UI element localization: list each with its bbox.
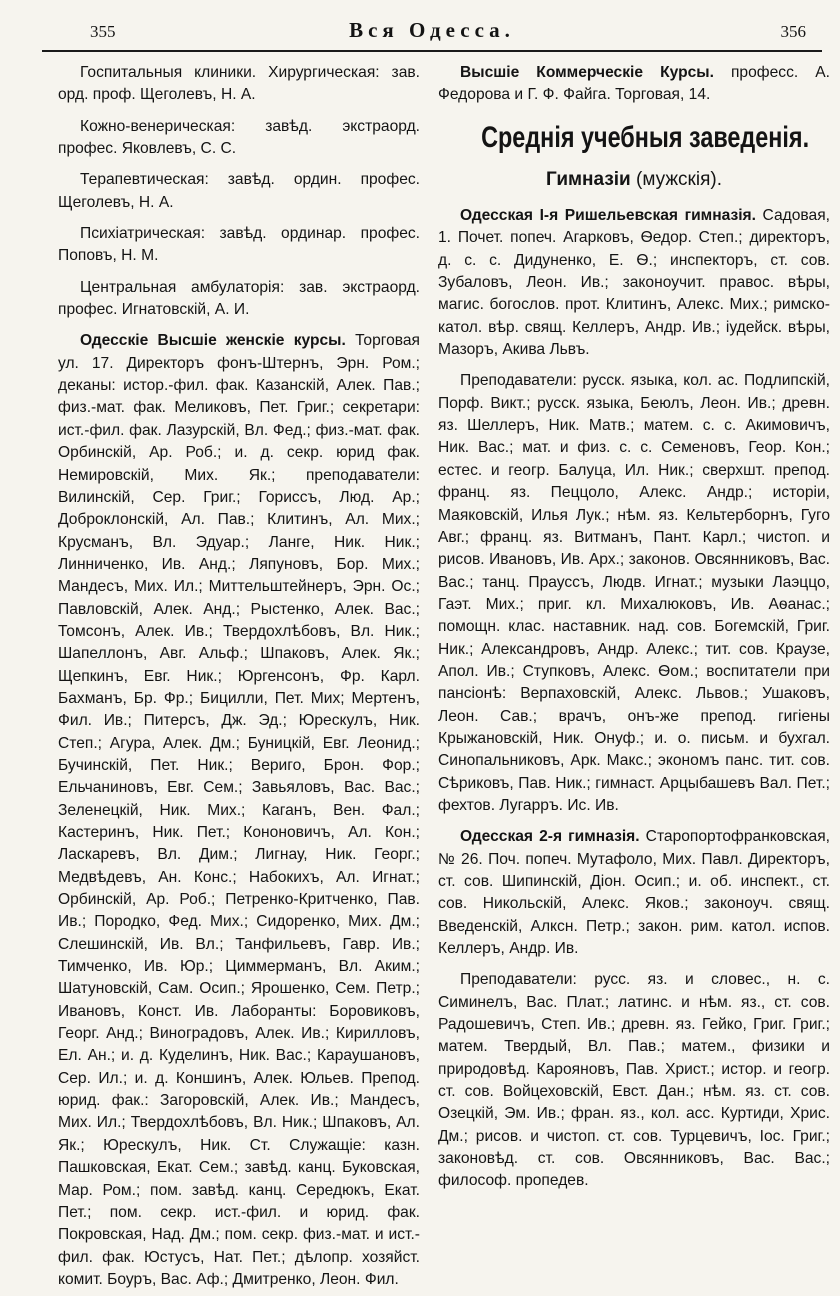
section-heading: Среднiя учебныя заведенiя.: [481, 120, 810, 154]
paragraph-psychiatry: Психiатрическая: завѣд. ординар. профес. Поповъ, Н. М.: [58, 225, 420, 265]
subsection-heading: [438, 169, 830, 191]
paragraph-hospital-clinics: Госпитальныя клиники. Хирургическая: зав. орд. проф. Щеголевъ, Н. А.: [58, 64, 420, 104]
subsection-heading-rest: (мужскiя).: [630, 168, 722, 190]
paragraph-therapy: Терапевтическая: завѣд. ордин. профес. Щеголевъ, Н. А.: [58, 171, 420, 211]
page-number-left: 355: [90, 22, 116, 41]
subsection-heading-bold: Гимназiи: [546, 168, 631, 190]
paragraph-commercial-courses: [438, 62, 830, 107]
paragraph-dermatology: Кожно-венерическая: завѣд. экстраорд. профес. Яковлевъ, С. С.: [58, 117, 420, 158]
paragraph-gymnasium-1: [438, 205, 830, 361]
gymnasium-1-title: Одесская I-я Ришельевская гимназiя.: [460, 207, 756, 225]
paragraph-gymnasium-2: [438, 826, 830, 960]
paragraph-gymnasium-1-teachers: Преподаватели: русск. языка, кол. ас. Подлипскiй, Порф. Викт.; русск. языка, Беюлъ, Леон. Ив.; древн. яз. Шеллеръ, Ник. Матв.; матем. с. с. Акимовичъ, Ник. Вас.; мат. и физ. с. с. Семеновъ, Геор. Кон.; естес. и геогр. Балуца, Ил. Ник.; сверхшт. препод. франц. яз. Пеццоло, Алекс. Андр.; исторiи, Маяковскiй, Илья Лук.; нѣм. яз. Кельтерборнъ, Гуго Авг.; франц. яз. Витманъ, Пант. Карл.; чистоп. и рисов. Ивановъ, Ив. Арх.; законов. Овсянниковъ, Вас. Вас.; танц. Праусcъ, Людв. Игнат.; музыки Лаэццо, Гаэт. Мих.; приг. кл. Михалюковъ, Ив. Аѳанас.; помощн. клас. наставник. над. сов. Богемскiй, Григ. Ник.; Александровъ, Андр. Алекс.; тит. сов. Краузе, Апол. Ив.; Ступковъ, Алекс. Ѳом.; воспитатели при пансiонѣ: Верпаховскiй, Алекс. Львов.; Ушаковъ, Леон. Сав.; врачъ, онъ-же препод. гигiены Крыжановскiй, Ник. Онуф.; и. о. письм. и бухгал. Синопальниковъ, Арк. Макс.; экономъ панс. тит. сов. Сѣриковъ, Пав. Ник.; гимнаст. Арцыбашевъ Вал. Пет.; фехтов. Лугарръ. Ис. Ив.: [438, 372, 830, 814]
commercial-courses-text: професс. А. Федорова и Г. Ф. Файга. Торговая, 14.: [438, 64, 830, 104]
womens-courses-title: Одесскiе Высшiе женскiе курсы.: [80, 332, 346, 350]
right-column: [438, 62, 830, 1288]
womens-courses-text: Торговая ул. 17. Директоръ фонъ-Штернъ, Эрн. Ром.; деканы: истор.-фил. фак. Казанскiй, Алек. Пав.; физ.-мат. фак. Меликовъ, Пет. Григ.; секретари: ист.-фил. фак. Лазурскiй, Вл. Фед.; физ.-мат. фак. Орбинскiй, Ар. Роб.; и. д. секр. юрид фак. Немировскiй, Мих. Як.; преподаватели: Вилинскiй, Сер. Григ.; Гориссъ, Люд. Ар.; Доброклонскiй, Ал. Пав.; Клитинъ, Ал. Мих.; Крусманъ, Вл. Эдуар.; Ланге, Ник. Ник.; Линниченко, Ив. Анд.; Ляпуновъ, Бор. Мих.; Мандесъ, Мих. Ил.; Миттельштейнеръ, Эрн. Ос.; Павловскiй, Алек. Анд.; Рыстенко, Алек. Вас.; Томсонъ, Алек. Ив.; Твердохлѣбовъ, Вл. Ник.; Шапеллонъ, Авг. Альф.; Шпаковъ, Алек. Як.; Щепкинъ, Евг. Ник.; Юргенсонъ, Фр. Карл. Бахманъ, Бр. Фр.; Бицилли, Пет. Мих; Мертенъ, Фил. Ив.; Питерсъ, Дж. Эд.; Юрескулъ, Ник. Степ.; Агура, Алек. Дм.; Буницкiй, Евг. Леонид.; Бучинскiй, Пет. Ник.; Вериго, Брон. Фор.; Ельчаниновъ, Евг. Сем.; Завьяловъ, Вас. Вас.; Зеленецкiй, Ник. Мих.; Каганъ, Вен. Фал.; Кастеринъ, Ник. Пет.; Кононовичъ, Ал. Кон.; Ласкаревъ, Вл. Дим.; Лигнау, Ник. Георг.; Медвѣдевъ, Ан. Конс.; Набокихъ, Ал. Игнат.; Орбинскiй, Ар. Роб.; Петренко-Критченко, Пав. Ив.; Породко, Фед. Мих.; Сидоренко, Мих. Дм.; Слешинскiй, Ив. Вл.; Танфильевъ, Гавр. Ив.; Тимченко, Ив. Юр.; Циммерманъ, Вл. Аким.; Шатуновскiй, Сам. Осип.; Ярошенко, Сем. Петр.; Ивановъ, Конст. Ив. Лаборанты: Боровиковъ, Георг. Анд.; Виноградовъ, Алек. Ив.; Кирилловъ, Ел. Ан.; и. д. Куделинъ, Ник. Вас.; Караушановъ, Сер. Ил.; и. д. Коншинъ, Алек. Юльев. Препод. юрид. фак.: Загоровскiй, Алек. Ив.; Мандесъ, Мих. Ил.; Твердохлѣбовъ, Вл. Ник.; Шпаковъ, Ал. Як.; Юрескулъ, Ник. Ст. Служащiе: казн. Пашковская, Екат. Сем.; завѣд. канц. Буковская, Мар. Ром.; пом. завѣд. канц. Середюкъ, Екат. Пет.; пом. секр. ист.-фил. и юрид. фак. Покровская, Над. Дм.; пом. секр. физ.-мат. и ист.-фил. фак. Юстусъ, Нат. Пет.; дѣлопр. хозяйст. комит. Боуръ, Вас. Аф.; Дмитренко, Леон. Фил.: [58, 332, 420, 1288]
gymnasium-2-title: Одесская 2-я гимназiя.: [460, 828, 640, 846]
commercial-courses-title: Высшiе Коммерческiе Курсы.: [460, 64, 714, 81]
paragraph-central-ambulatory: Центральная амбулаторiя: зав. экстраорд. профес. Игнатовскiй, А. И.: [58, 278, 420, 319]
page-number-right: 356: [780, 22, 806, 41]
gymnasium-2-text: Старопортофранковская, № 26. Поч. попеч. Мутафоло, Мих. Павл. Директоръ, ст. сов. Шипинскiй, Дiон. Осип.; и. об. инспект., ст. сов. Никольскiй, Алекс. Яков.; законоуч. свящ. Введенскiй, Алксн. Петр.; закон. рим. катол. испов. Келлеръ, Андр. Ив.: [438, 828, 830, 958]
running-title: Вся Одесса.: [349, 18, 515, 42]
paragraph-womens-courses: [58, 330, 420, 1288]
gymnasium-1-text: Садовая, 1. Почет. попеч. Агарковъ, Ѳедор. Степ.; директоръ, д. с. с. Дидуненко, Е. Ѳ.; инспекторъ, ст. сов. Зубаловъ, Леон. Ив.; законоучит. правос. вѣры, магис. богослов. прот. Клитинъ, Алекс. Мих.; римско-катол. вѣр. свящ. Келлеръ, Андр. Ив.; iудейск. вѣры, Мазоръ, Акива Львъ.: [438, 207, 830, 359]
paragraph-gymnasium-2-teachers: Преподаватели: русс. яз. и словес., н. с. Симинелъ, Вас. Плат.; латинс. и нѣм. яз., ст. сов. Радошевичъ, Степ. Ив.; древн. яз. Гейко, Григ. Григ.; матем. Твердый, Вл. Пав.; матем., физики и природовѣд. Карояновъ, Пав. Христ.; истор. и геогр. ст. сов. Войцеховскiй, Евст. Дан.; нѣм. яз. ст. сов. Озецкiй, Эм. Ив.; фран. яз., кол. асс. Куртиди, Хрис. Дм.; рисов. и чистоп. ст. сов. Турцевичъ, Iос. Григ.; законовѣд. ст. сов. Овсянниковъ, Вас. Вас.; философ. пропедев.: [438, 971, 830, 1190]
left-column: [58, 62, 420, 1288]
page-header: [42, 16, 822, 52]
